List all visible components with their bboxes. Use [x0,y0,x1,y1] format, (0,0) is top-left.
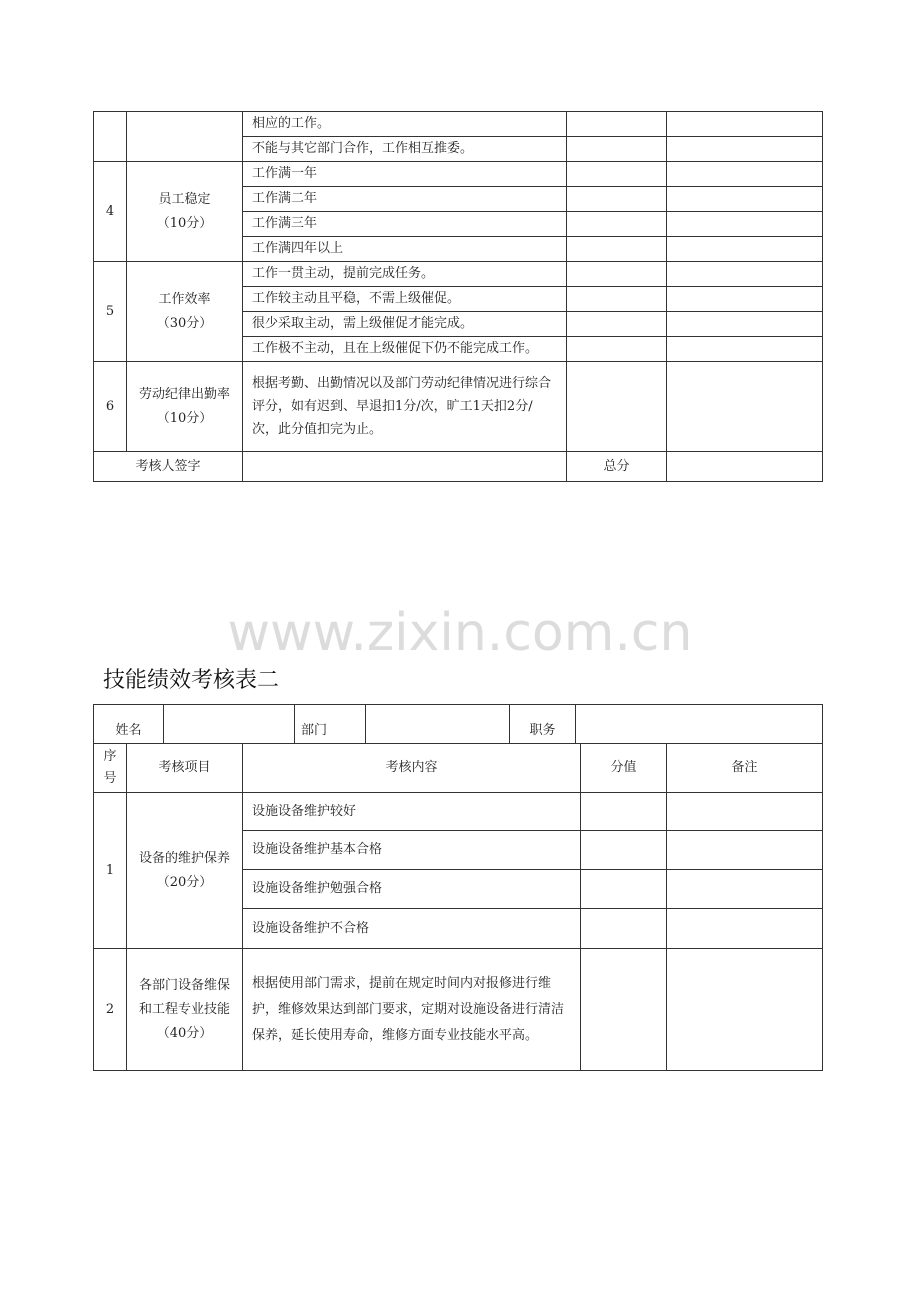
table-row [94,112,823,137]
header-seq-text [94,746,126,790]
item-score: （40分） [156,1025,213,1041]
score-cell[interactable] [567,112,667,137]
total-field[interactable] [667,452,823,482]
skills-assessment-table [93,704,823,1071]
table-row [94,793,823,831]
remarks-cell[interactable] [667,793,823,831]
remarks-cell[interactable] [667,337,823,362]
score-cell[interactable] [581,909,667,949]
score-cell[interactable] [567,162,667,187]
item-name-cell [127,949,243,1071]
remarks-cell[interactable] [667,112,823,137]
content-cell: 很少采取主动，需上级催促才能完成。 [243,312,567,337]
name-label: 姓名 [94,705,164,743]
item-name-line1: 各部门设备维保 [138,977,230,993]
seq-number: 1 [94,793,127,949]
signature-field[interactable] [243,452,567,482]
score-cell[interactable] [581,793,667,831]
remarks-cell[interactable] [667,237,823,262]
content-cell: 工作满四年以上 [243,237,567,262]
assessment-table-continued [93,111,823,482]
item-score: （10分） [156,410,213,426]
score-cell[interactable] [567,287,667,312]
content-cell: 工作极不主动，且在上级催促下仍不能完成工作。 [243,337,567,362]
remarks-cell[interactable] [667,870,823,909]
item-name-cell [127,162,243,262]
table-row [94,362,823,452]
signature-row [94,452,823,482]
content-cell: 设施设备维护勉强合格 [243,870,581,909]
item-name-cell [127,262,243,362]
table-row [94,949,823,1071]
seq-cell [94,112,127,162]
score-cell[interactable] [567,137,667,162]
item-name: 工作效率 [158,291,211,307]
header-remarks: 备注 [667,744,823,793]
content-cell: 根据使用部门需求，提前在规定时间内对报修进行维护，维修效果达到部门要求，定期对设施设备进行清洁保养，延长使用寿命，维修方面专业技能水平高。 [243,949,581,1071]
header-seq-char: 序 [103,749,117,764]
total-label: 总分 [567,452,667,482]
dept-label: 部门 [295,705,366,743]
score-cell[interactable] [567,187,667,212]
header-content: 考核内容 [243,744,581,793]
dept-field[interactable] [366,705,510,743]
header-score: 分值 [581,744,667,793]
content-cell: 工作满一年 [243,162,567,187]
item-name-line2: 和工程专业技能 [138,1001,230,1017]
item-score: （20分） [156,874,213,890]
content-cell: 工作满三年 [243,212,567,237]
header-item: 考核项目 [127,744,243,793]
item-name-cell [127,793,243,949]
item-name-cell [127,362,243,452]
position-field[interactable] [576,705,822,743]
page-title: 技能绩效考核表二 [103,668,280,693]
remarks-cell[interactable] [667,187,823,212]
remarks-cell[interactable] [667,212,823,237]
score-cell[interactable] [581,831,667,870]
content-cell: 设施设备维护基本合格 [243,831,581,870]
score-cell[interactable] [567,237,667,262]
table-row [94,162,823,187]
remarks-cell[interactable] [667,287,823,312]
score-cell[interactable] [567,337,667,362]
remarks-cell[interactable] [667,362,823,452]
item-cell [127,112,243,162]
score-cell[interactable] [567,362,667,452]
content-cell: 工作较主动且平稳，不需上级催促。 [243,287,567,312]
remarks-cell[interactable] [667,262,823,287]
remarks-cell[interactable] [667,162,823,187]
signature-label: 考核人签字 [94,452,243,482]
seq-number: 2 [94,949,127,1071]
content-cell: 不能与其它部门合作，工作相互推委。 [243,137,567,162]
remarks-cell[interactable] [667,831,823,870]
item-score: （10分） [156,215,213,231]
content-cell: 相应的工作。 [243,112,567,137]
score-cell[interactable] [581,870,667,909]
info-row [94,705,823,744]
content-cell: 工作一贯主动，提前完成任务。 [243,262,567,287]
content-cell: 设施设备维护不合格 [243,909,581,949]
remarks-cell[interactable] [667,312,823,337]
seq-number: 5 [94,262,127,362]
header-seq [94,744,127,793]
remarks-cell[interactable] [667,137,823,162]
score-cell[interactable] [567,212,667,237]
watermark: www.zixin.com.cn [227,603,693,663]
seq-number: 6 [94,362,127,452]
remarks-cell[interactable] [667,909,823,949]
content-cell: 设施设备维护较好 [243,793,581,831]
item-name: 劳动纪律出勤率 [138,386,230,402]
item-name: 员工稳定 [158,191,211,207]
name-field[interactable] [164,705,295,743]
remarks-cell[interactable] [667,949,823,1071]
score-cell[interactable] [567,312,667,337]
score-cell[interactable] [581,949,667,1071]
content-cell: 工作满二年 [243,187,567,212]
item-score: （30分） [156,315,213,331]
header-seq-char: 号 [103,771,117,786]
item-name: 设备的维护保养 [138,850,230,866]
table-row [94,262,823,287]
position-label: 职务 [510,705,576,743]
info-cell [94,705,823,744]
score-cell[interactable] [567,262,667,287]
header-row [94,744,823,793]
content-cell: 根据考勤、出勤情况以及部门劳动纪律情况进行综合评分，如有迟到、早退扣1分/次，旷工1天扣2分/次，此分值扣完为止。 [243,362,567,452]
seq-number: 4 [94,162,127,262]
